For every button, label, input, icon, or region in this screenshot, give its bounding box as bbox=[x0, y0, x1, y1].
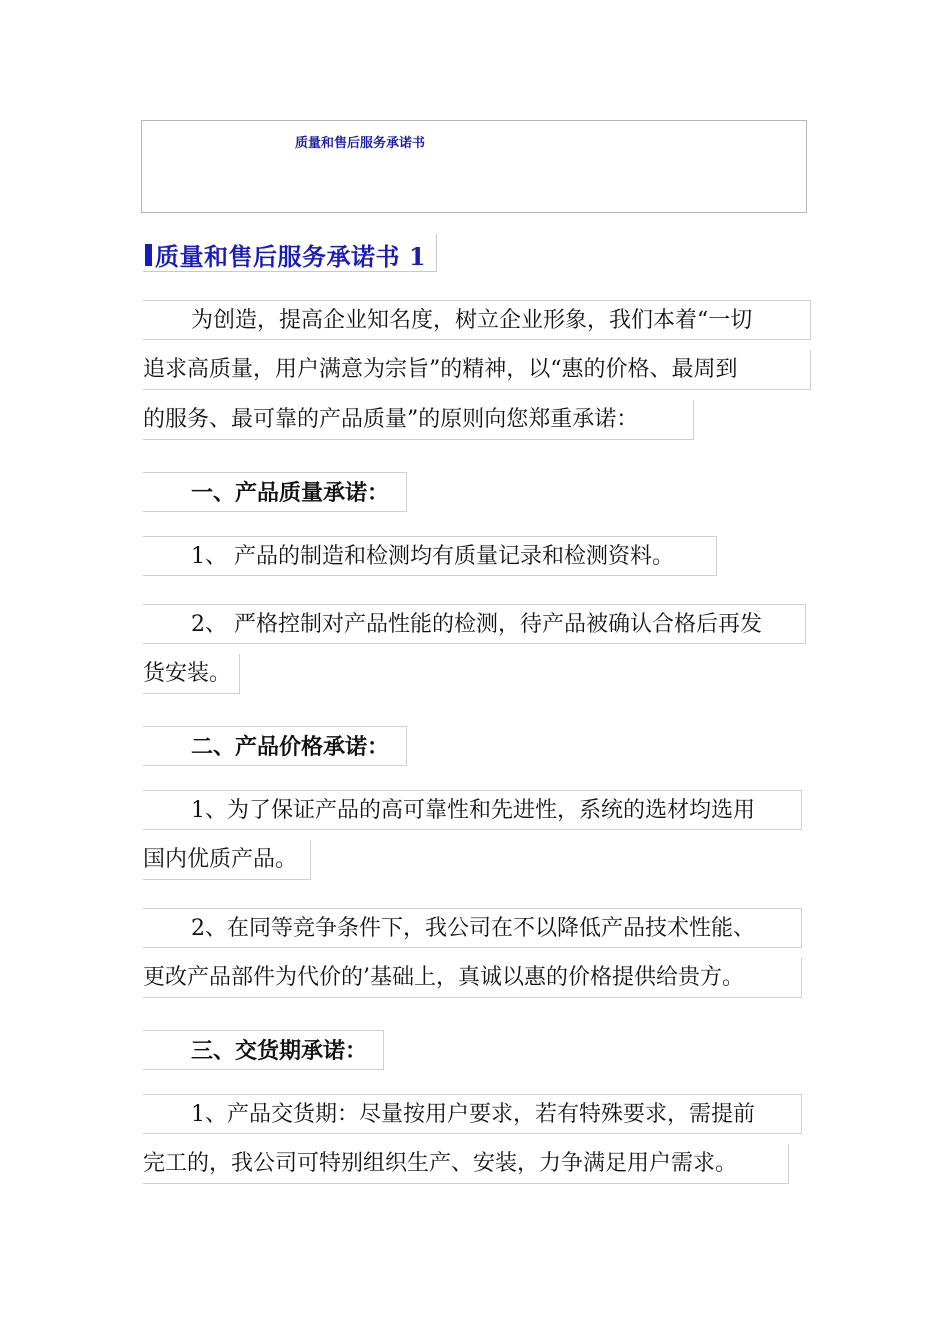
section1-heading: 一、产品质量承诺： bbox=[143, 472, 407, 512]
header-title: 质量和售后服务承诺书 bbox=[295, 136, 426, 151]
section1-item2-line1: 2、 严格控制对产品性能的检测，待产品被确认合格后再发 bbox=[143, 604, 806, 644]
intro-line-3: 的服务、最可靠的产品质量”的原则向您郑重承诺： bbox=[143, 400, 694, 440]
document-title-text: 质量和售后服务承诺书 1 bbox=[155, 242, 427, 271]
page-header bbox=[141, 120, 807, 213]
section2-heading: 二、产品价格承诺： bbox=[143, 726, 407, 766]
section3-item1-line2: 完工的，我公司可特别组织生产、安装，力争满足用户需求。 bbox=[143, 1144, 789, 1184]
section2-item1-line1: 1、为了保证产品的高可靠性和先进性，系统的选材均选用 bbox=[143, 790, 802, 830]
intro-line-2: 追求高质量，用户满意为宗旨”的精神，以“惠的价格、最周到 bbox=[143, 350, 811, 390]
title-marker bbox=[145, 244, 152, 266]
section2-item2-line2: 更改产品部件为代价的’基础上，真诚以惠的价格提供给贵方。 bbox=[143, 958, 802, 998]
document-title bbox=[143, 234, 437, 272]
intro-line-1: 为创造，提高企业知名度，树立企业形象，我们本着“一切 bbox=[143, 300, 811, 340]
section1-item1: 1、 产品的制造和检测均有质量记录和检测资料。 bbox=[143, 536, 717, 576]
section3-item1-line1: 1、产品交货期：尽量按用户要求，若有特殊要求，需提前 bbox=[143, 1094, 802, 1134]
section2-item1-line2: 国内优质产品。 bbox=[143, 840, 311, 880]
section1-item2-line2: 货安装。 bbox=[143, 654, 240, 694]
section3-heading: 三、交货期承诺： bbox=[143, 1030, 384, 1070]
section2-item2-line1: 2、在同等竞争条件下，我公司在不以降低产品技术性能、 bbox=[143, 908, 802, 948]
